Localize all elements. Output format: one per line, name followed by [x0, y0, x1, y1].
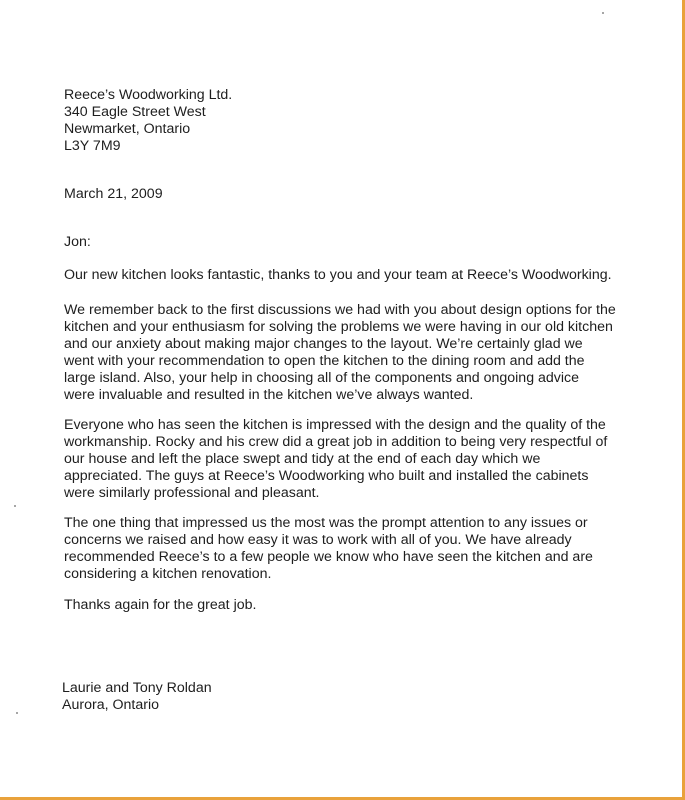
paragraph-5 [64, 597, 654, 614]
paragraph-line: went with your recommendation to open the kitchen to the dining room and add the [64, 353, 585, 369]
paragraph-line: were invaluable and resulted in the kitchen we’ve always wanted. [64, 387, 474, 403]
paragraph-3 [64, 417, 654, 502]
paragraph-line: recommended Reece’s to a few people we know who have seen the kitchen and are [64, 549, 593, 565]
paragraph-line: considering a kitchen renovation. [64, 566, 272, 582]
paragraph-line: concerns we raised and how easy it was to work with all of you. We have already [64, 532, 572, 548]
letter-date [64, 186, 654, 203]
paragraph-4 [64, 515, 654, 583]
salutation-text: Jon: [64, 234, 91, 250]
scan-speck [602, 12, 604, 14]
paragraph-line: Everyone who has seen the kitchen is impressed with the design and the quality of the [64, 417, 606, 433]
signature-names: Laurie and Tony Roldan [62, 680, 212, 696]
paragraph-line: The one thing that impressed us the most was the prompt attention to any issues or [64, 515, 588, 531]
address-line: Newmarket, Ontario [64, 121, 191, 137]
paragraph-line: kitchen and your enthusiasm for solving the problems we were having in our old kitchen [64, 319, 613, 335]
scan-speck [14, 505, 16, 507]
recipient-address [64, 87, 654, 155]
paragraph-line: appreciated. The guys at Reece’s Woodworking who built and installed the cabinets [64, 468, 589, 484]
paragraph-line: Thanks again for the great job. [64, 597, 257, 613]
address-line: Reece’s Woodworking Ltd. [64, 87, 233, 103]
paragraph-1 [64, 267, 654, 284]
paragraph-line: Our new kitchen looks fantastic, thanks to you and your team at Reece’s Woodworking. [64, 267, 612, 283]
paragraph-2 [64, 302, 654, 404]
paragraph-line: large island. Also, your help in choosing all of the components and ongoing advice [64, 370, 580, 386]
paragraph-line: and our anxiety about making major changes to the layout. We’re certainly glad we [64, 336, 583, 352]
signature-block [62, 680, 652, 714]
salutation [64, 234, 654, 251]
address-line: 340 Eagle Street West [64, 104, 206, 120]
address-line: L3Y 7M9 [64, 138, 121, 154]
signature-location: Aurora, Ontario [62, 697, 159, 713]
date-text: March 21, 2009 [64, 186, 163, 202]
paragraph-line: were similarly professional and pleasant. [64, 485, 320, 501]
scan-speck [16, 712, 18, 714]
paragraph-line: our house and left the place swept and tidy at the end of each day which we [64, 451, 541, 467]
paragraph-line: We remember back to the first discussions we had with you about design options for the [64, 302, 616, 318]
paragraph-line: workmanship. Rocky and his crew did a great job in addition to being very respectful of [64, 434, 608, 450]
